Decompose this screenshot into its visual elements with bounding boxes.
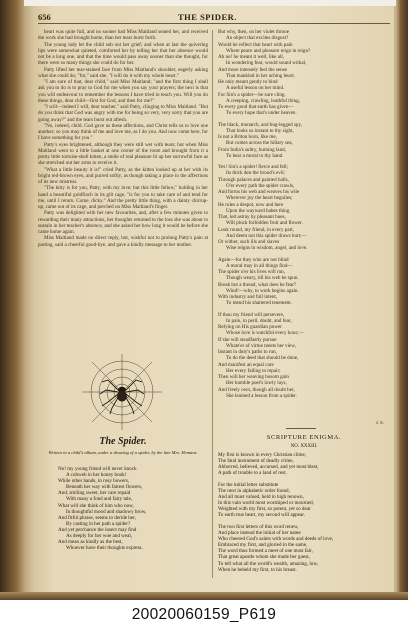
poem-line: But why, then, on her violet throne — [218, 29, 289, 35]
poem-line: Weighted with my first, so potent, yet so dear — [218, 506, 311, 513]
poem-line: But comes across the hillary sea, — [226, 140, 293, 147]
paragraph: heart was quite full, and no sooner had Miss Maitland seated her, and received the work she had brought home, than her tears burst forth. — [38, 29, 208, 42]
poem-line: Whoever have their thoughts express. — [66, 545, 143, 552]
poem-line: In this vain world most worshiped or mourned, — [218, 500, 314, 507]
stanza — [218, 257, 390, 307]
poem-line: What will she think of him who now, — [58, 502, 134, 509]
paragraph: "What a little beauty it is!" cried Patty, as the kitten looked up at her with its bright red-brown eyes, and purred softly, as though taking a place in the affections of its new mistress. — [38, 166, 208, 185]
figure-note: Written in a child's album, under a drawing of a spider, by the late Mrs. Hemans. — [48, 450, 198, 455]
poem-line: With industry and full intent, — [218, 294, 278, 300]
poem-line: If she will steadfastly pursue — [218, 336, 277, 343]
paragraph: Patty lifted her tear-stained face from Miss Maitland's shoulder, eagerly asking what she could do; "for," said she, "I will do it with my whole heart." — [38, 66, 208, 79]
poem-line: My first is known in every Christian clime, — [218, 452, 306, 458]
poem-line: The fatal instrument of deadly crime, — [218, 458, 294, 465]
poem-line: Or wither, such ills and slaves — [218, 239, 280, 245]
poem-line: The spider o'er his lives will run, — [218, 269, 285, 275]
figure-title: The Spider. — [99, 436, 147, 447]
poem-line: Will pluck forbidden fruit and flower. — [226, 220, 303, 227]
poem-line: A creeping, crawling, loathful thing, — [226, 97, 300, 104]
stanza — [218, 452, 390, 477]
poem-line: Embraced my first, and gloried in the same, — [218, 542, 308, 549]
stanza — [218, 164, 390, 252]
poem-line: Wise reigns in wisdom, angel, and love. — [226, 245, 308, 252]
poem-line: Her humble poet's lowly lays, — [226, 380, 287, 387]
poem-line: Where peace and pleasure reign in reign? — [226, 47, 311, 54]
paragraph: Patty was delighted with her new favourites, and, after a few minutes given to rewarding their many attractions, her thoughts returned to the loss she was about to sustain in her teacher's absence, and she asked her how long it would be before she came home again. — [38, 210, 208, 235]
right-column-poem — [218, 29, 390, 404]
poem-line: Instant in duty's paths to run, — [218, 349, 277, 355]
poem-line: That great apostle whom she made her guest, — [218, 554, 310, 561]
poem-line: While other hands, in rosy bowers, — [58, 478, 130, 485]
paragraph: The young lady let the child sob out her grief; and when at last the quivering lips were somewhat quieted, comforted her by telling her that her absence would not be a long one, and that the time would pass away sooner than she thought, for there were so many things she could do for her. — [38, 41, 208, 67]
poem-line: Whate'er of virtue meets her view, — [226, 342, 296, 349]
poem-line: A path of trouble to a land of rest. — [218, 470, 287, 477]
poem-line: In wondering fear, would sound withal, — [226, 60, 307, 67]
poem-line: Then will her weaving bosom gain — [218, 374, 289, 380]
paragraph: "No, indeed, child. God gave us these affections, and Christ tells us to love one another; so you may think of me and love me, as I do you. And now come here, for I have something for you." — [38, 122, 208, 142]
poem-line: In thoughtful mood and shadowy brow, — [66, 508, 147, 515]
poem-line: A moral may in all things find— — [226, 262, 293, 269]
poem-line: And forms his web and weaves his wile — [218, 189, 300, 195]
poem-line: Whose love is watchful every hour;— — [226, 330, 304, 337]
poem-signature: J. S. — [376, 420, 384, 425]
section-number: NO. XXXIII. — [290, 444, 318, 449]
poem-line: Abhorred, believed, accursed, and yet most blest, — [218, 464, 319, 471]
section-title: SCRIPTURE ENIGMA. — [266, 434, 342, 441]
poem-line: Again—for they who are not blind — [218, 256, 289, 263]
poem-line: And manifest an equal care — [218, 361, 274, 368]
poem-line: And freely own, though all doubt her, — [218, 386, 295, 393]
poem-line: To tell what all the world's wealth, amazing, low, — [218, 560, 318, 567]
poem-line: Ah no! he meant it well, like all, — [218, 54, 285, 60]
book-cover-edge-right — [396, 0, 408, 600]
figure-caption — [38, 436, 208, 455]
poem-line: With many a fond and fairy tale, — [66, 496, 133, 503]
poem-line: He only meant gently to bind — [218, 79, 278, 85]
column-rule — [212, 30, 213, 578]
enigma-poem — [218, 452, 390, 578]
poem-line: To mend his shattered tenement. — [226, 300, 292, 307]
poem-line: That mankind in her aching heart. — [226, 72, 296, 79]
poem-line: Would he reflect that heart with pain — [218, 41, 293, 48]
poem-line: Who cheered God's saints with words and deeds of love, — [218, 535, 334, 542]
poem-line: And place instead the initial of her name — [218, 529, 301, 536]
poem-line: And mean as kindly as the best, — [58, 539, 123, 546]
poem-line: To do the deed that should be done, — [226, 355, 299, 362]
poem-line: In pain, in peril, doubt, and fear, — [226, 317, 292, 324]
poem-line: Through palaces and painted halls, — [218, 176, 289, 183]
poem-line: Though weary, till his web be spun. — [226, 275, 299, 282]
poem-line: He rules a despot, now and here — [218, 201, 284, 208]
poem-line: To earth true heart, my second will appear. — [218, 512, 305, 519]
poem-line: Upon the wayward babes thing — [226, 207, 290, 214]
poem-line: Break but a thread, what does he fear? — [218, 281, 297, 288]
poem-line: As deeply for her woe and weal, — [66, 533, 133, 540]
poem-line: To bear a moral to thy hand. — [226, 152, 284, 159]
poem-line: Her every failing to repair; — [226, 367, 281, 374]
poem-line: The word thus formed a meet of one most fair, — [218, 548, 313, 555]
poem-line: That, led astray by pleasant hues, — [218, 214, 286, 220]
stanza — [218, 482, 390, 519]
poem-line: The two first letters of this word renew, — [218, 523, 299, 530]
running-head — [38, 12, 390, 24]
image-label: 20020060159_P619 — [131, 606, 277, 623]
stanza — [218, 312, 390, 400]
running-title: THE SPIDER. — [178, 12, 237, 22]
poem-line: Relying on His guardian power — [218, 324, 282, 330]
spider-poem-left — [58, 466, 208, 551]
poem-line: From India's sultry, burning land, — [218, 146, 286, 153]
poem-line: Is not a Briton born, like me, — [218, 134, 277, 140]
poem-line: Wind!—why, to work begins again. — [226, 287, 299, 294]
book-cover-edge-bottom — [0, 592, 408, 600]
poem-line: Beneath her way with fairest flowers, — [66, 484, 143, 491]
stanza — [218, 122, 390, 160]
poem-line: And more intensely feel the sense — [218, 66, 287, 73]
poem-line: She learned a lesson from a spider. — [226, 392, 297, 399]
poem-line: For the initial letter substitute — [218, 481, 279, 488]
stanza — [218, 524, 390, 573]
poem-line: No! my young friend will never knock — [58, 466, 137, 472]
page-number: 656 — [38, 12, 51, 22]
poem-line: That looks so instant to thy sight, — [226, 127, 294, 134]
poem-line: By casting in her path a spider? — [66, 520, 131, 527]
poem-line: And deem not this spider draws hurt;— — [226, 232, 307, 239]
spider-illustration — [80, 352, 164, 432]
poem-line: Its thick den the brood's evil; — [226, 170, 286, 177]
poem-line: For Sin's a spider—be sure cling. — [218, 91, 286, 98]
poem-line: And all must valued, held in high renown, — [218, 493, 304, 500]
poem-line: And yet perchance the insect may find — [58, 526, 137, 533]
poem-line: O'er every path the spider crawls, — [226, 182, 295, 189]
paragraph: Patty's eyes brightened, although they were still wet with tears; but when Miss Maitland went to a little basket at one corner of the room and brought from it a pretty little tortoise-shell kitten, a smile of real pleasure lit up her sorrowful face as she stretched out her arms to receive it. — [38, 141, 208, 167]
poem-line: Wherever joy the heart beguiles; — [226, 195, 293, 202]
paragraph: "The kitty is for you, Patty, with my love; but this little fellow," holding in her hand a beautiful goldfinch in its gilt cage, "is for you to take care of and tend for me, until I return. Come, dicky." And the pretty little thing, with a dainty chirrup-up, came out of its cage, and perched on Miss Maitland's finger. — [38, 185, 208, 210]
poem-line: The black, monarch, and bug-legged spy, — [218, 121, 302, 128]
poem-line: A useful lesson on her mind. — [226, 85, 285, 92]
poem-line: And, smiling sweet, her care repaid — [58, 490, 131, 497]
poem-line: To every hope that's under heaven. — [226, 110, 297, 117]
book-cover-edge-left — [0, 0, 24, 600]
paragraph: "I am sure of that, dear child," said Miss Maitland; "and the first thing I shall ask you to do is to pray to God for me when you say your prayers; the next is that you will endeavour to remember the lessons I have tried to teach you. Will you do these things, dear child—first for God, and then for me?" — [38, 79, 208, 104]
section-rule — [286, 428, 316, 429]
poem-line: A cobweb in her honey book! — [66, 472, 127, 479]
poem-line: To every good that earth has given— — [218, 104, 294, 110]
poem-line: The next in alphabetic order found, — [218, 487, 290, 494]
poem-line: If thou my friend will persevere, — [218, 311, 285, 318]
poem-line: Look round, my friend, in every part, — [218, 226, 294, 233]
paragraph: Miss Maitland made no direct reply, but, wishful not to prolong Patty's pain at parting, said a cheerful good-bye, and gave a kindly message to her mother. — [38, 235, 208, 248]
paragraph: "I will—indeed I will, dear teacher," said Patty, clinging to Miss Maitland. "But do you think that God was angry with me for being so very, very sorry that you are going away?" and the tears burst out afresh. — [38, 104, 208, 123]
poem-line: And fitful phrase, seems to deride her, — [58, 514, 136, 521]
left-column-prose — [38, 29, 208, 248]
poem-line: Yes! Sin's a spider! fierce and fell; — [218, 164, 288, 170]
stanza — [218, 29, 390, 117]
poem-line: When he beheld my first, to his breast. — [218, 566, 297, 573]
poem-line: An object that excites disgust? — [226, 35, 289, 42]
